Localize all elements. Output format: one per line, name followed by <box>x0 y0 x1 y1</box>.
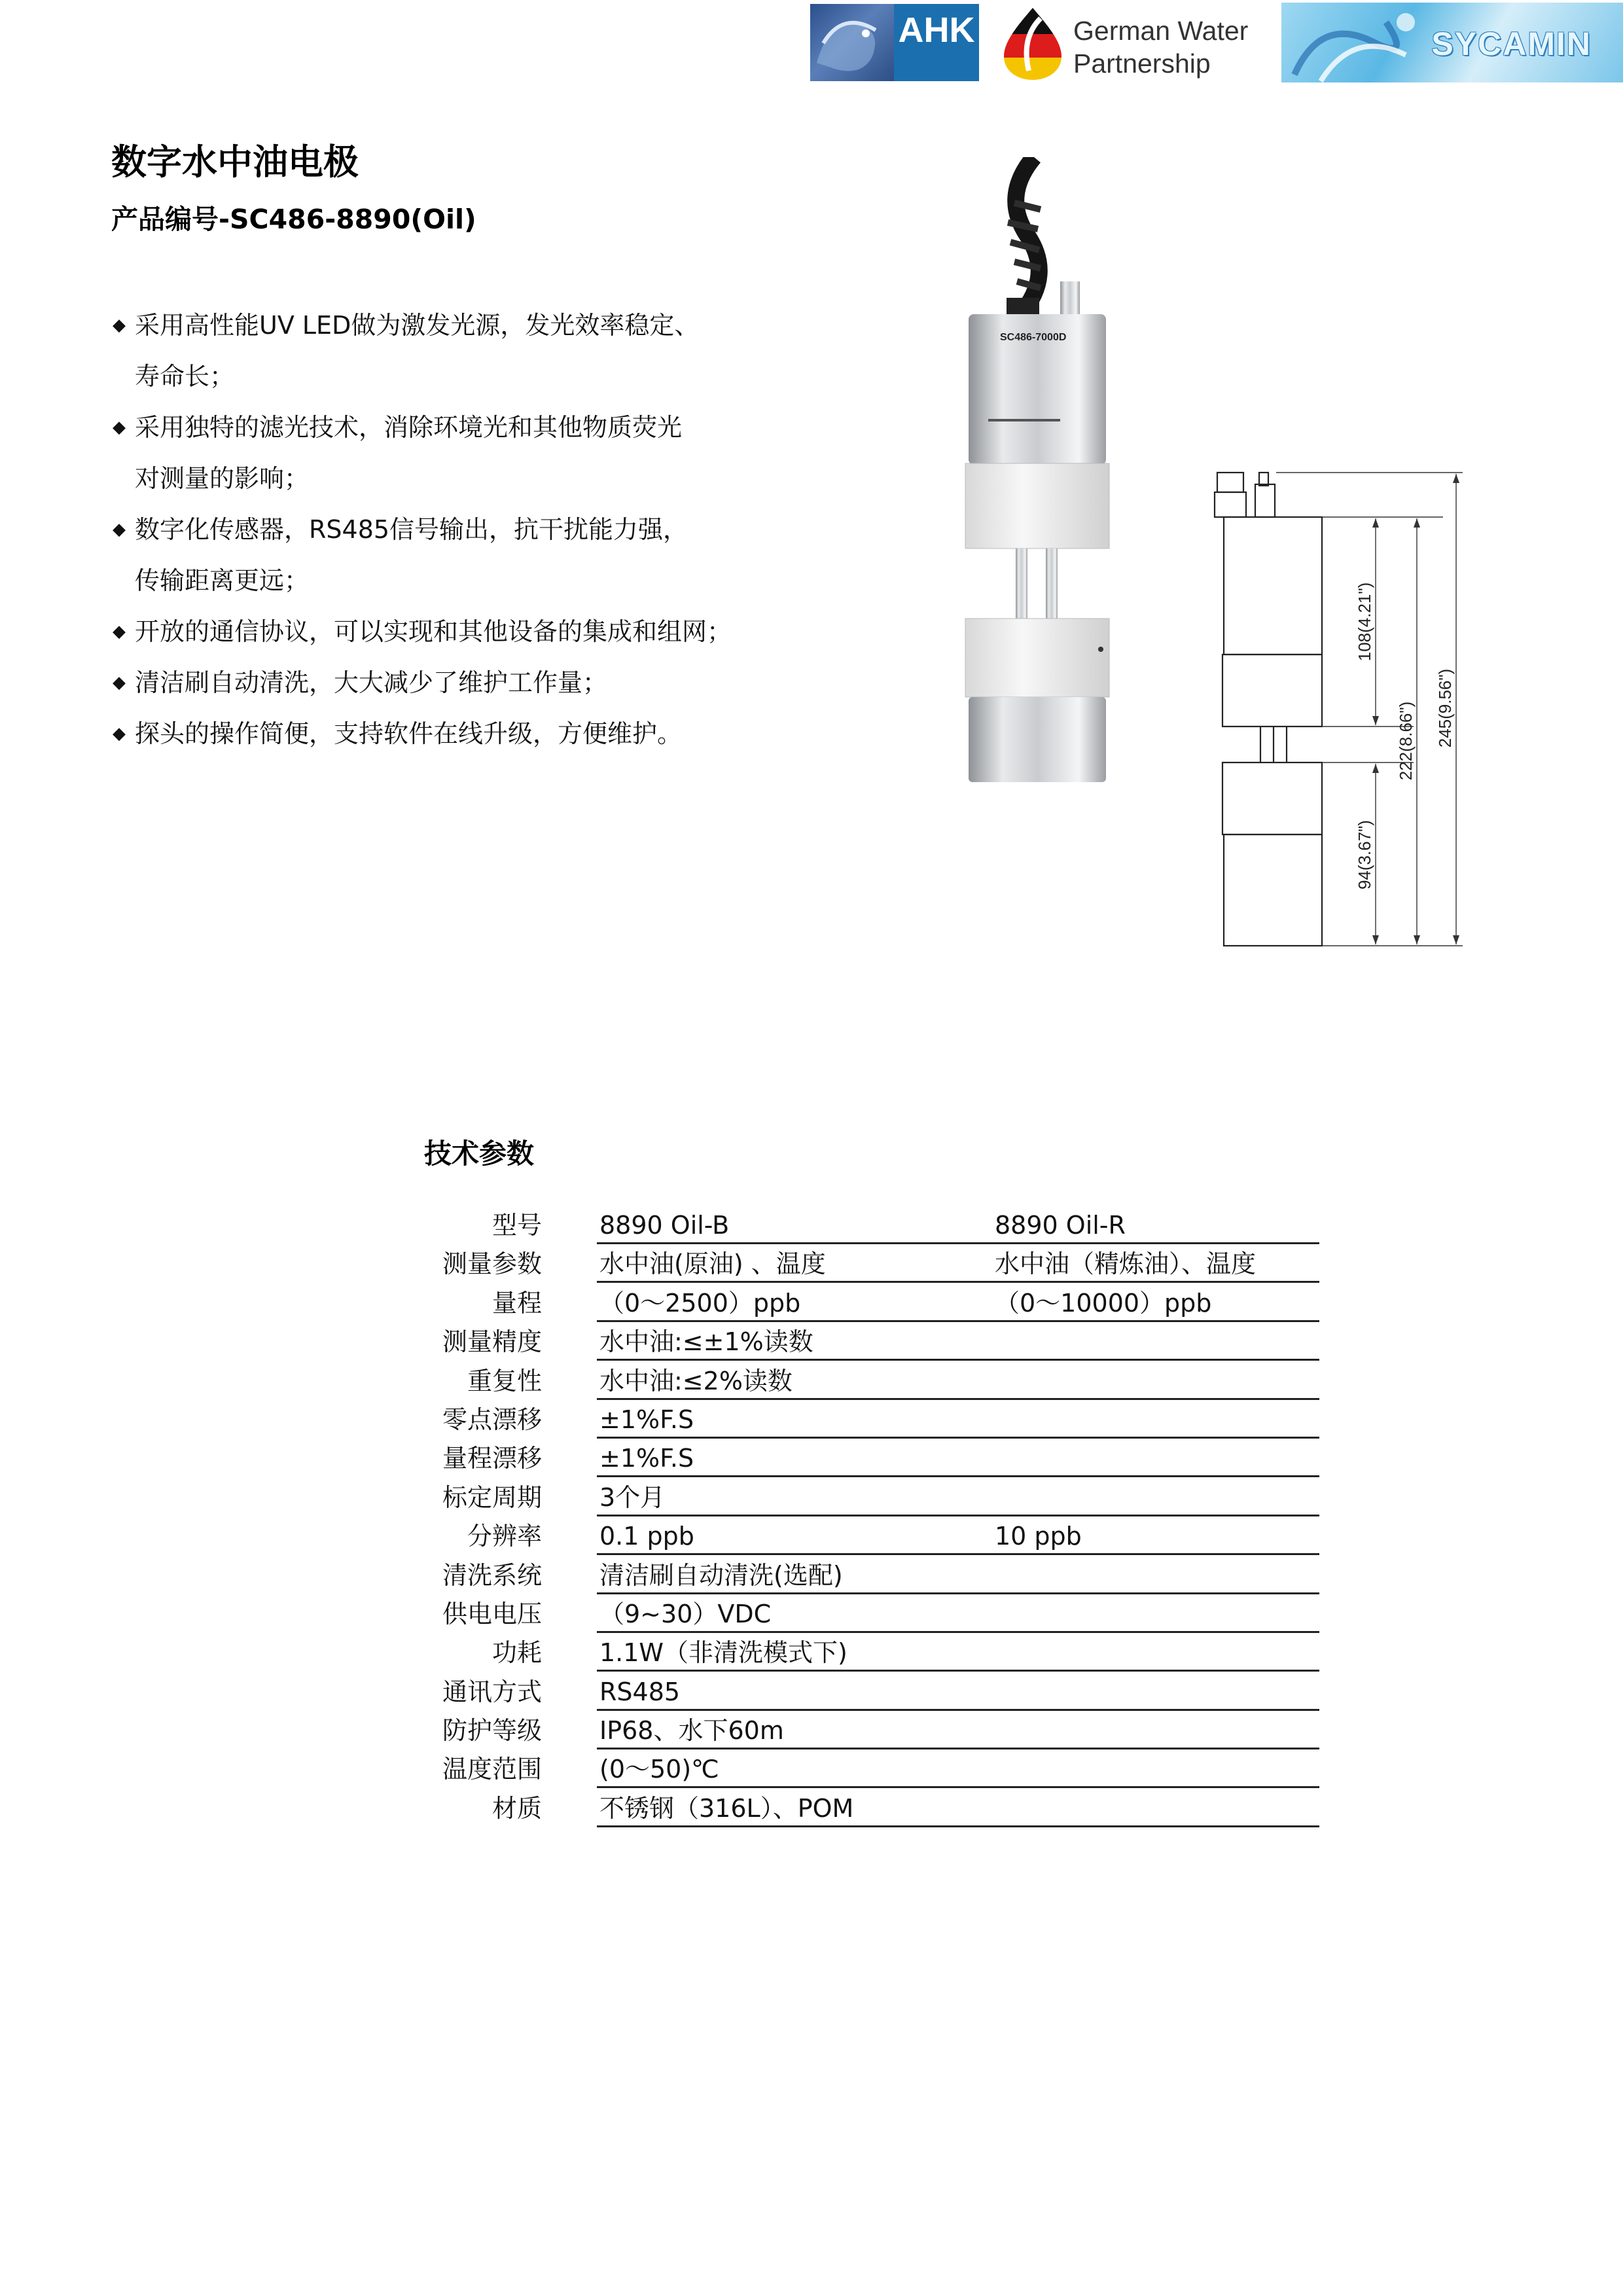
spec-row <box>393 1401 1322 1439</box>
diamond-bullet-icon: ◆ <box>113 724 126 744</box>
spec-value-c1: 3个月 <box>599 1482 666 1512</box>
feature-text: 清洁刷自动清洗，大大减少了维护工作量； <box>135 668 608 697</box>
spec-value-line <box>597 1595 1319 1633</box>
feature-text: 采用独特的滤光技术，消除环境光和其他物质荧光 <box>135 413 683 442</box>
feature-line <box>110 504 882 555</box>
spec-value-line <box>597 1439 1319 1477</box>
gwp-line-1: German Water <box>1073 16 1249 46</box>
spec-label: 测量参数 <box>442 1249 542 1279</box>
german-flag-drop-icon <box>1001 5 1064 81</box>
spec-label: 功耗 <box>491 1638 542 1668</box>
dragon-emblem-icon <box>810 4 894 81</box>
spec-value-c1: （0～2500）ppb <box>599 1288 801 1318</box>
diamond-bullet-icon: ◆ <box>113 520 126 539</box>
feature-text: 寿命长； <box>135 362 235 391</box>
spec-value-line <box>597 1206 1319 1244</box>
spec-value-line <box>597 1362 1319 1400</box>
spec-row <box>393 1595 1322 1634</box>
spec-value-c1: RS485 <box>599 1677 681 1706</box>
spec-table <box>393 1206 1322 1828</box>
spec-value-line <box>597 1673 1319 1711</box>
feature-line <box>110 300 882 351</box>
spec-label: 量程 <box>491 1288 542 1318</box>
feature-text: 采用高性能UV LED做为激发光源，发光效率稳定、 <box>135 311 700 340</box>
diamond-bullet-icon: ◆ <box>113 315 126 335</box>
spec-row <box>393 1634 1322 1672</box>
dimension-drawing <box>1204 458 1479 956</box>
spec-value-line <box>597 1517 1319 1555</box>
gwp-line-2: Partnership <box>1073 48 1211 79</box>
spec-value-c1: 不锈钢（316L）、POM <box>599 1793 854 1823</box>
diamond-bullet-icon: ◆ <box>113 622 126 641</box>
spec-row <box>393 1556 1322 1595</box>
diamond-bullet-icon: ◆ <box>113 418 126 437</box>
spec-value-c1: 0.1 ppb <box>599 1522 694 1551</box>
dim-upper-label: 108(4.21") <box>1355 582 1374 662</box>
spec-value-c2: （0～10000）ppb <box>995 1288 1212 1318</box>
spec-label: 量程漂移 <box>442 1444 542 1473</box>
sycamin-logo <box>1281 3 1623 82</box>
dim-mid-label: 222(8.66") <box>1396 701 1416 781</box>
spec-value-c1: (0～50)℃ <box>599 1755 719 1784</box>
feature-line <box>110 402 882 453</box>
product-code: 产品编号-SC486-8890(Oil) <box>111 204 476 235</box>
feature-line <box>110 453 882 504</box>
spec-label: 温度范围 <box>442 1755 542 1784</box>
ahk-wordmark: AHK <box>898 10 975 50</box>
spec-value-c1: 8890 Oil-B <box>599 1211 730 1240</box>
dim-lower-label: 94(3.67") <box>1355 819 1374 890</box>
ahk-logo <box>810 4 979 81</box>
spec-label: 清洗系统 <box>442 1560 542 1590</box>
spec-row <box>393 1439 1322 1478</box>
feature-text: 传输距离更远； <box>135 566 310 595</box>
spec-value-line <box>597 1323 1319 1361</box>
spec-label: 通讯方式 <box>442 1677 542 1706</box>
spec-row <box>393 1323 1322 1361</box>
sycamin-wordmark: SYCAMIN <box>1431 26 1592 62</box>
spec-value-c1: ±1%F.S <box>599 1444 694 1473</box>
spec-row <box>393 1206 1322 1245</box>
feature-line <box>110 708 882 759</box>
feature-text: 对测量的影响； <box>135 464 310 493</box>
spec-value-c1: 清洁刷自动清洗(选配) <box>599 1560 843 1590</box>
spec-value-c2: 10 ppb <box>995 1522 1082 1551</box>
spec-label: 重复性 <box>467 1366 542 1395</box>
spec-row <box>393 1673 1322 1712</box>
spec-value-line <box>597 1401 1319 1439</box>
feature-text: 数字化传感器，RS485信号输出，抗干扰能力强， <box>135 515 688 544</box>
spec-label: 标定周期 <box>442 1482 542 1512</box>
spec-value-c1: ±1%F.S <box>599 1405 694 1434</box>
feature-text: 探头的操作简便，支持软件在线升级，方便维护。 <box>135 719 683 748</box>
spec-row <box>393 1245 1322 1283</box>
diamond-bullet-icon: ◆ <box>113 673 126 692</box>
product-photo <box>929 157 1126 785</box>
spec-value-c1: 水中油(原油) 、温度 <box>599 1249 826 1279</box>
feature-line <box>110 657 882 708</box>
product-title: 数字水中油电极 <box>111 141 359 183</box>
spec-label: 测量精度 <box>442 1327 542 1357</box>
spec-value-line <box>597 1712 1319 1749</box>
spec-value-c1: 水中油:≤±1%读数 <box>599 1327 813 1357</box>
spec-label: 零点漂移 <box>442 1405 542 1434</box>
feature-line <box>110 351 882 402</box>
feature-line <box>110 555 882 606</box>
spec-value-c1: 水中油:≤2%读数 <box>599 1366 793 1395</box>
spec-value-c2: 8890 Oil-R <box>995 1211 1126 1240</box>
spec-value-line <box>597 1284 1319 1322</box>
german-water-partnership-wordmark <box>1073 14 1270 80</box>
spec-label: 材质 <box>491 1793 542 1823</box>
spec-label: 供电电压 <box>442 1599 542 1628</box>
spec-title: 技术参数 <box>424 1138 535 1170</box>
spec-value-c2: 水中油（精炼油）、温度 <box>995 1249 1257 1279</box>
spec-row <box>393 1284 1322 1323</box>
feature-text: 开放的通信协议，可以实现和其他设备的集成和组网； <box>135 617 732 646</box>
spec-value-c1: 1.1W（非清洗模式下) <box>599 1638 847 1668</box>
spec-value-line <box>597 1479 1319 1516</box>
spec-row <box>393 1479 1322 1517</box>
photo-model-label: SC486-7000D <box>1000 332 1067 343</box>
spec-value-line <box>597 1245 1319 1283</box>
dim-total-label: 245(9.56") <box>1435 668 1455 748</box>
spec-value-line <box>597 1789 1319 1827</box>
spec-value-c1: IP68、水下60m <box>599 1716 784 1746</box>
spec-label: 分辨率 <box>467 1522 542 1551</box>
spec-label: 防护等级 <box>442 1716 542 1746</box>
spec-row <box>393 1750 1322 1789</box>
spec-row <box>393 1362 1322 1401</box>
feature-line <box>110 606 882 657</box>
spec-value-line <box>597 1750 1319 1788</box>
spec-label: 型号 <box>491 1211 542 1240</box>
spec-value-line <box>597 1556 1319 1594</box>
spec-row <box>393 1517 1322 1556</box>
spec-row <box>393 1712 1322 1750</box>
spec-value-c1: （9~30）VDC <box>599 1599 772 1628</box>
spec-value-line <box>597 1634 1319 1672</box>
feature-list <box>110 300 882 759</box>
spec-row <box>393 1789 1322 1828</box>
